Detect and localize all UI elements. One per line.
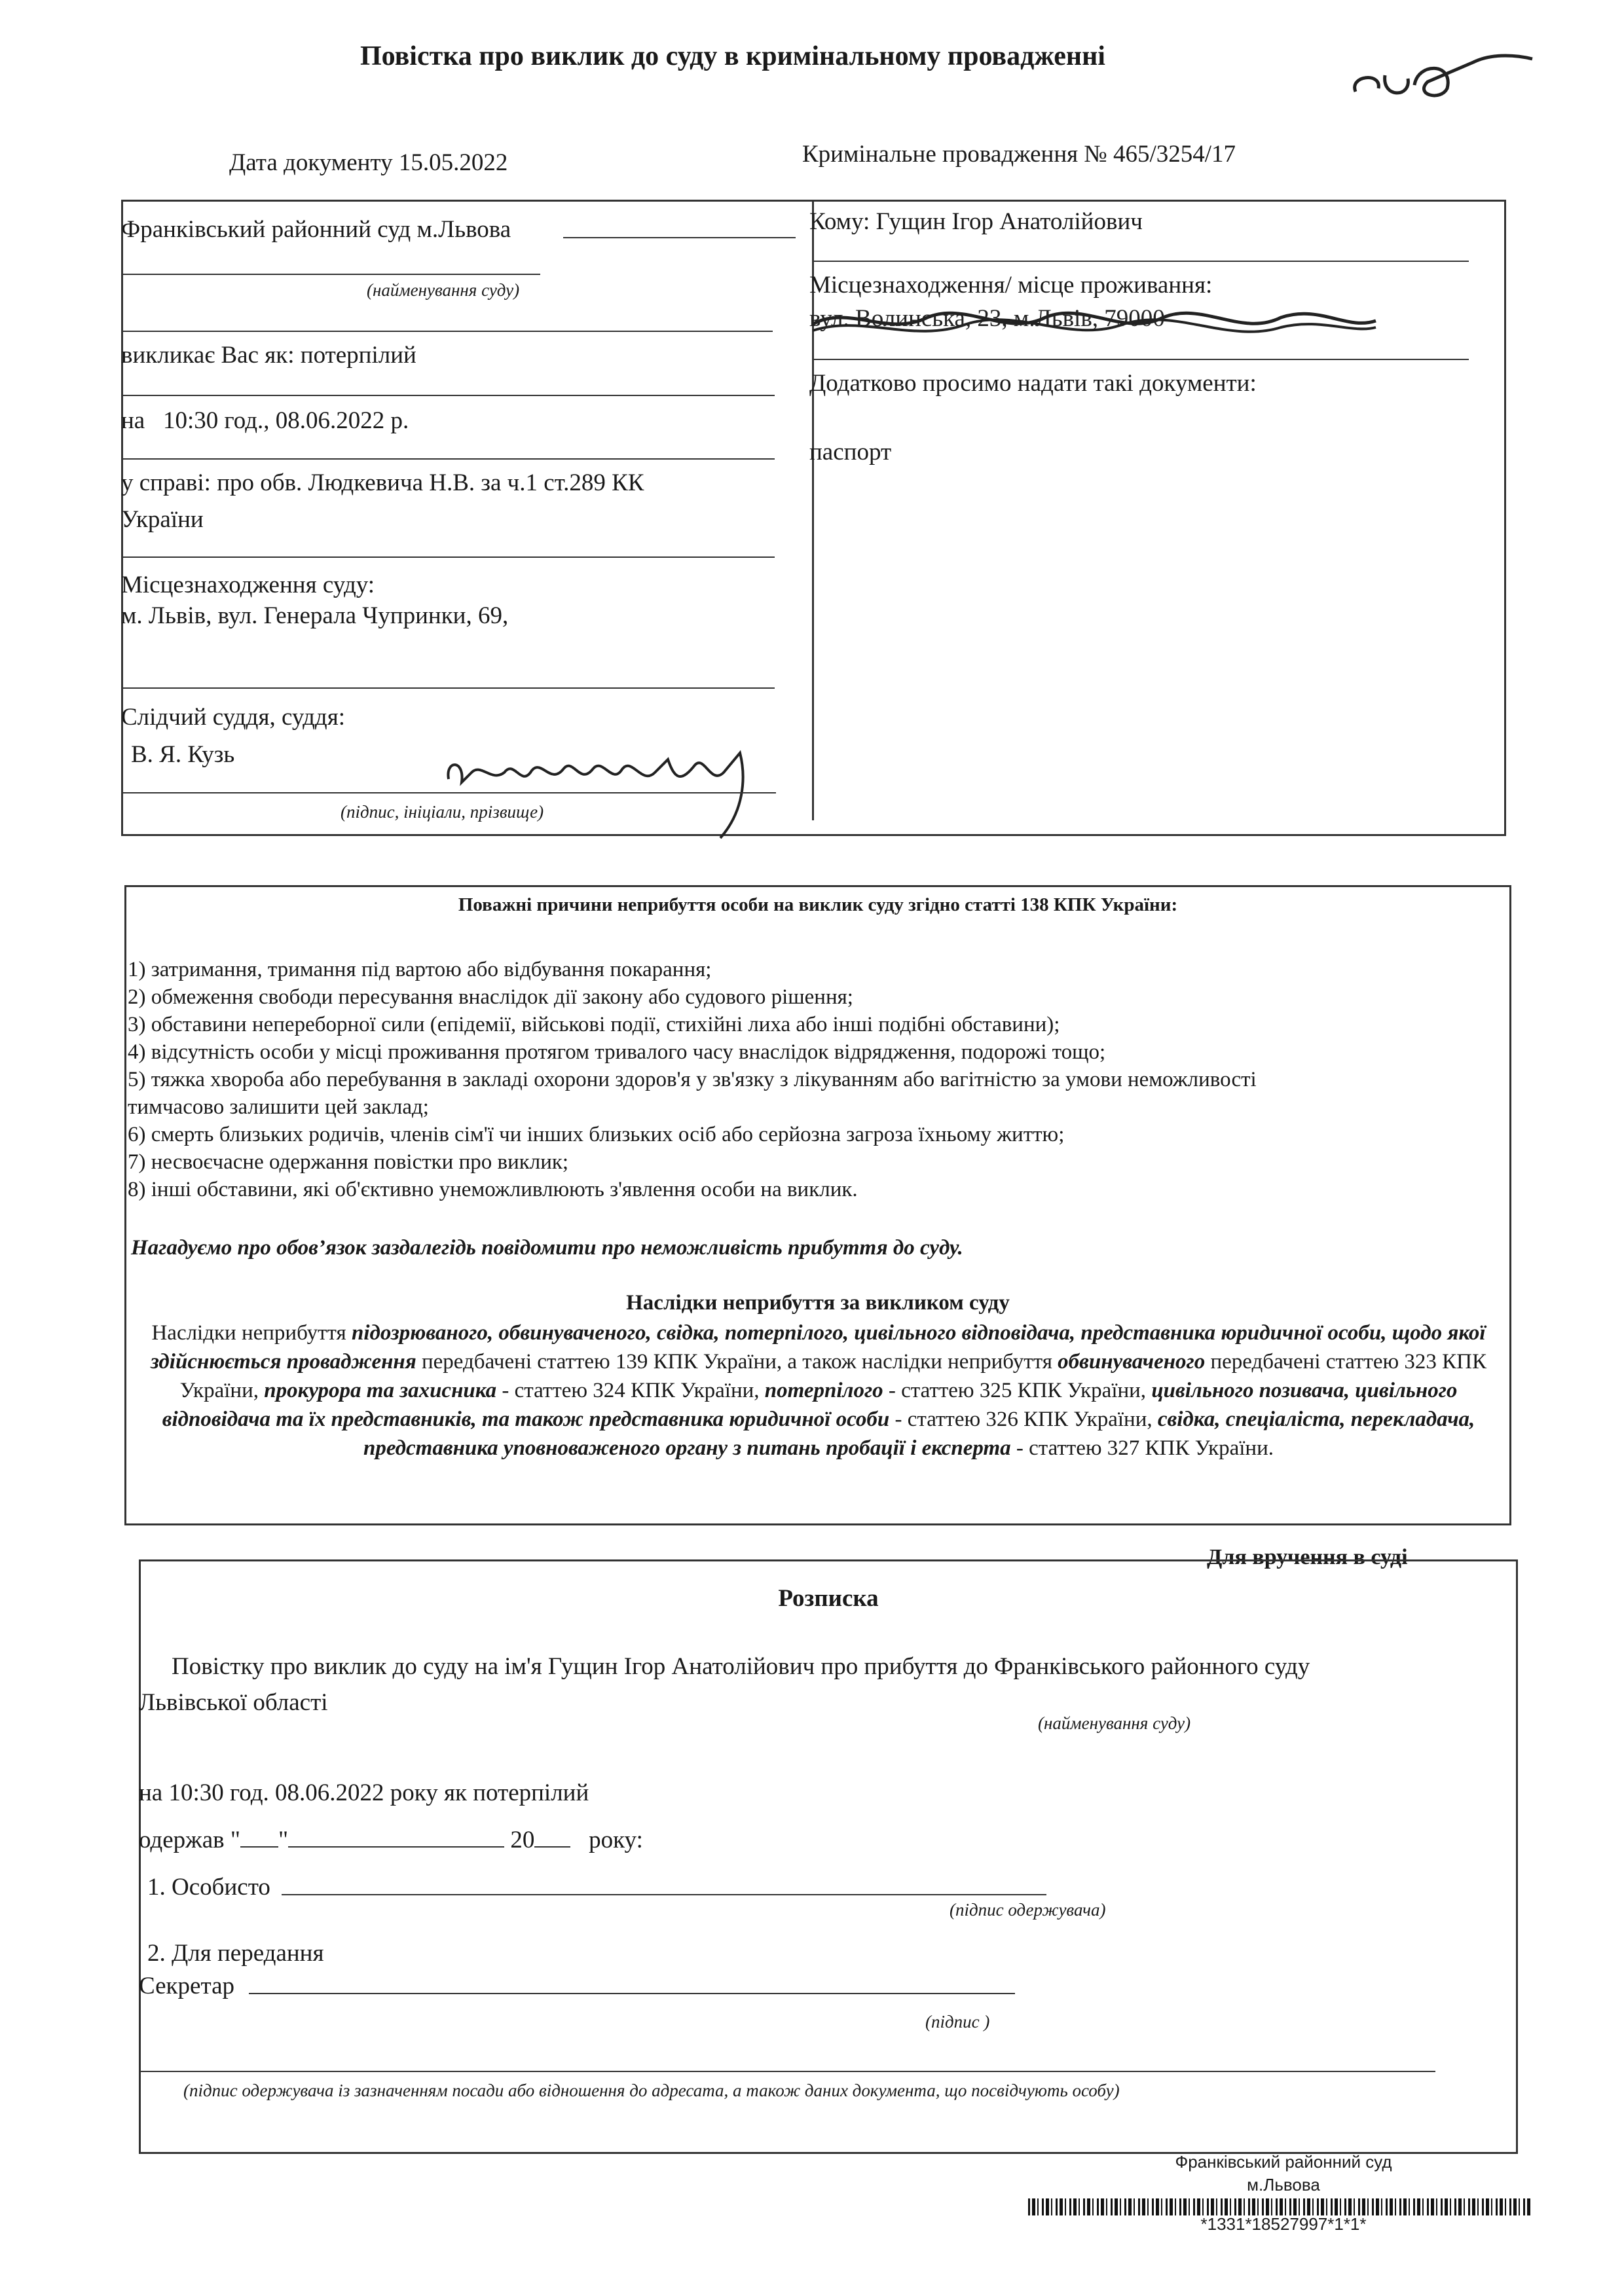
recipient-label: Кому:	[809, 208, 870, 235]
consequences-heading: Наслідки неприбуття за викликом суду	[626, 1291, 1010, 1315]
received-line: одержав " " 20 року:	[139, 1827, 643, 1853]
secretary-signature-line[interactable]	[249, 1993, 1015, 1994]
reason-item: 8) інші обставини, які об'єктивно унеможливлюють з'явлення особи на виклик.	[128, 1178, 858, 1201]
redaction-scribble-icon	[809, 298, 1379, 344]
case-subject: про обв. Людкевича Н.В. за ч.1 ст.289 КК	[217, 469, 644, 496]
reason-item: 5) тяжка хвороба або перебування в закладі охорони здоров'я у зв'язку з лікуванням або вагітністю за умови неможливості	[128, 1068, 1257, 1091]
reasons-heading: Поважні причини неприбуття особи на виклик суду згідно статті 138 КПК України:	[458, 894, 1178, 915]
receipt-box	[139, 1559, 1518, 2154]
docs-required: паспорт	[809, 439, 892, 465]
court-location: м. Львів, вул. Генерала Чупринки, 69,	[121, 602, 509, 629]
reason-item: 7) несвоєчасне одержання повістки про виклик;	[128, 1150, 569, 1174]
barcode	[1028, 2198, 1532, 2215]
doc-date: 15.05.2022	[398, 149, 508, 176]
secretary-label: Секретар	[139, 1973, 234, 1999]
sign-caption: (підпис )	[925, 2012, 990, 2032]
role-label: викликає Вас як:	[121, 342, 295, 369]
receipt-paragraph-line1: Повістку про виклик до суду на ім'я Гущин Ігор Анатолійович про прибуття до Франківського районного суду	[172, 1653, 1310, 1680]
bottom-caption: (підпис одержувача із зазначенням посади або відношення до адресата, а також даних документа, що посвідчують особу)	[183, 2081, 1120, 2100]
transfer-label: 2. Для передання	[147, 1940, 324, 1967]
doc-date-label: Дата документу	[229, 149, 393, 176]
for-court-label: Для вручення в суді	[1207, 1545, 1408, 1569]
case-label: Кримінальне провадження №	[802, 141, 1107, 168]
hearing-time: 10:30 год., 08.06.2022 р.	[162, 407, 409, 434]
case-number: 465/3254/17	[1113, 141, 1236, 168]
handwritten-mark-icon	[1342, 36, 1539, 115]
reason-item: 3) обставини непереборної сили (епідемії, військові події, стихійні лиха або інші подібні обставини);	[128, 1013, 1060, 1036]
case-subject-line2: України	[121, 506, 204, 533]
case-subject-label: у справі:	[121, 469, 211, 496]
personal-caption: (підпис одержувача)	[950, 1900, 1106, 1920]
footer-court-line2: м.Львова	[1247, 2175, 1320, 2195]
consequences-text: Наслідки неприбуття підозрюваного, обвинуваченого, свідка, потерпілого, цивільного відповідача, представника юридичної особи, щодо якої здійснюється провадження передбачені статтею 139 КПК України, а також наслідки неприбуття обвинуваченого передбачені статтею 323 КПК України, прокурора та захисника - статтею 324 КПК України, потерпілого - статтею 325 КПК України, цивільного позивача, цивільного відповідача та їх представників, та також представника юридичної особи - статтею 326 КПК України, свідка, спеціаліста, перекладача, представника уповноваженого органу з питань пробації і експерта - статтею 327 КПК України.	[150, 1321, 1487, 1460]
receipt-time-line: на 10:30 год. 08.06.2022 року як потерпілий	[139, 1779, 589, 1806]
court-caption: (найменування суду)	[367, 280, 520, 300]
personal-signature-line[interactable]	[282, 1894, 1046, 1895]
judge-signature-icon	[432, 733, 786, 845]
time-prefix: на	[121, 407, 145, 434]
footer-court-line1: Франківський районний суд	[1175, 2152, 1392, 2172]
document-title: Повістка про виклик до суду в кримінальному провадженні	[360, 41, 1105, 71]
role: потерпілий	[300, 342, 416, 369]
reason-item: 1) затримання, тримання під вартою або відбування покарання;	[128, 958, 712, 981]
reminder: Нагадуємо про обов’язок заздалегідь повідомити про неможливість прибуття до суду.	[131, 1236, 963, 1260]
judge-label: Слідчий суддя, суддя:	[121, 704, 346, 731]
reason-item: тимчасово залишити цей заклад;	[128, 1095, 429, 1119]
court-location-label: Місцезнаходження суду:	[121, 572, 375, 598]
court-name: Франківський районний суд м.Львова	[121, 216, 511, 243]
reason-item: 4) відсутність особи у місці проживання протягом тривалого часу внаслідок відрядження, подорожі тощо;	[128, 1040, 1106, 1064]
barcode-text: *1331*18527997*1*1*	[1200, 2214, 1367, 2234]
judge-caption: (підпис, ініціали, прізвище)	[341, 802, 544, 822]
reason-item: 2) обмеження свободи пересування внаслідок дії закону або судового рішення;	[128, 985, 853, 1009]
address-redacted: вул. Волинська, 23, м.Львів, 79000	[809, 305, 1165, 332]
receipt-court-caption: (найменування суду)	[1038, 1713, 1191, 1733]
receipt-paragraph-line2: Львівської області	[139, 1689, 328, 1716]
recipient-name: Гущин Ігор Анатолійович	[876, 208, 1143, 235]
address-label: Місцезнаходження/ місце проживання:	[809, 272, 1213, 299]
docs-label: Додатково просимо надати такі документи:	[809, 370, 1257, 397]
reason-item: 6) смерть близьких родичів, членів сім'ї чи інших близьких осіб або серйозна загроза їхньому життю;	[128, 1123, 1065, 1146]
judge-name: В. Я. Кузь	[131, 741, 235, 768]
personal-label: 1. Особисто	[147, 1874, 270, 1901]
receipt-heading: Розписка	[778, 1585, 879, 1612]
